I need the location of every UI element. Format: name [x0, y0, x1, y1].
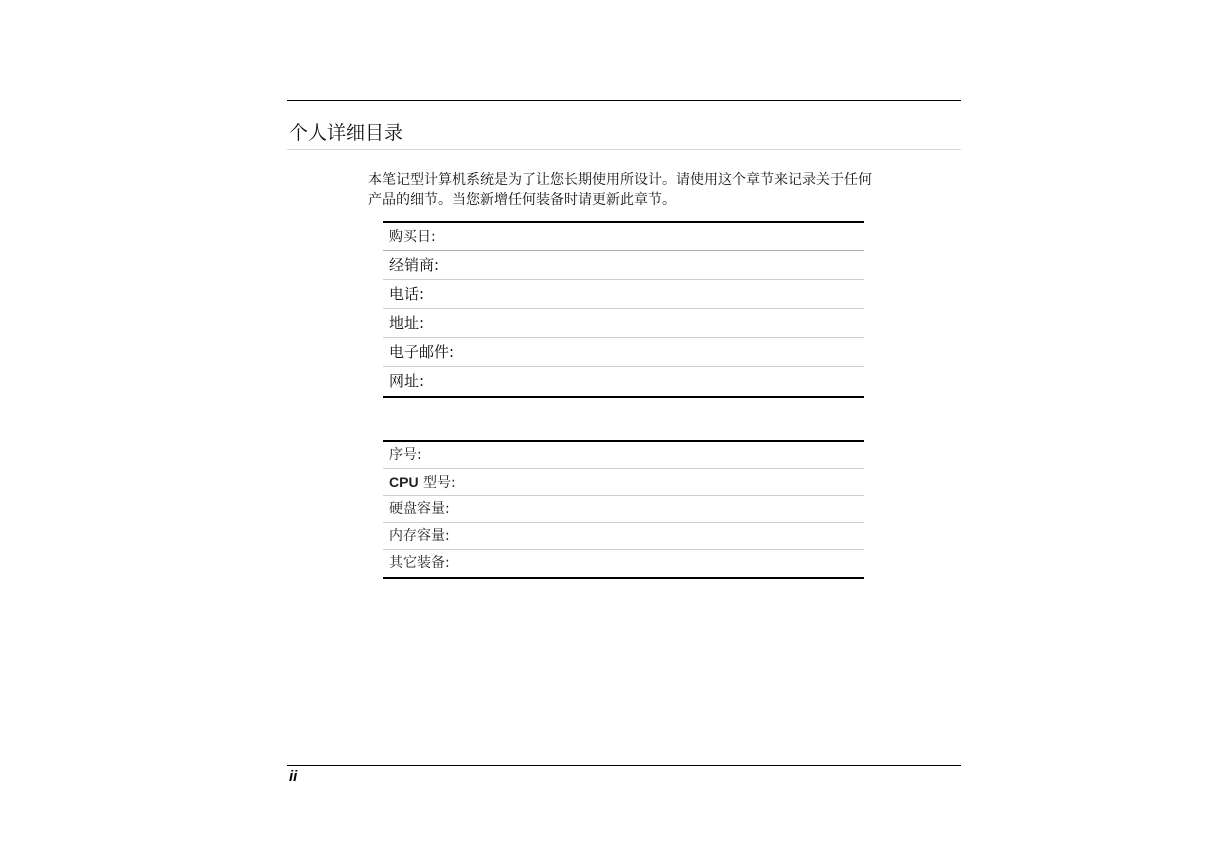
intro-line: 产品的细节。当您新增任何装备时请更新此章节。 — [368, 192, 676, 208]
hard-disk-capacity-field[interactable] — [383, 496, 864, 523]
page-title: 个人详细目录 — [289, 122, 404, 144]
field-label: 地址: — [389, 314, 425, 332]
field-label: 经销商: — [389, 256, 440, 274]
field-label: 电子邮件: — [389, 343, 455, 361]
field-label: 购买日: — [389, 229, 436, 245]
field-label: 内存容量: — [389, 528, 450, 544]
field-label: 网址: — [389, 372, 425, 390]
serial-number-field[interactable] — [383, 442, 864, 469]
dealer-field[interactable] — [383, 251, 864, 280]
purchase-date-field[interactable] — [383, 223, 864, 251]
field-label: 序号: — [389, 447, 422, 463]
page-number: ii — [289, 768, 298, 785]
field-label: 其它装备: — [389, 555, 450, 571]
address-field[interactable] — [383, 309, 864, 338]
email-field[interactable] — [383, 338, 864, 367]
memory-capacity-field[interactable] — [383, 523, 864, 550]
field-label-prefix: CPU — [389, 474, 419, 490]
purchase-info-table — [383, 221, 864, 398]
field-label: 硬盘容量: — [389, 501, 450, 517]
field-label: 电话: — [389, 285, 425, 303]
other-equipment-field[interactable] — [383, 550, 864, 577]
system-info-table — [383, 440, 864, 579]
website-field[interactable] — [383, 367, 864, 396]
field-label: 型号: — [418, 475, 456, 491]
cpu-model-field[interactable] — [383, 469, 864, 496]
intro-line: 本笔记型计算机系统是为了让您长期使用所设计。请使用这个章节来记录关于任何 — [368, 172, 872, 188]
intro-paragraph — [368, 170, 968, 210]
phone-field[interactable] — [383, 280, 864, 309]
footer-rule — [287, 765, 961, 766]
header-rule — [287, 100, 961, 101]
title-underline — [287, 149, 961, 150]
